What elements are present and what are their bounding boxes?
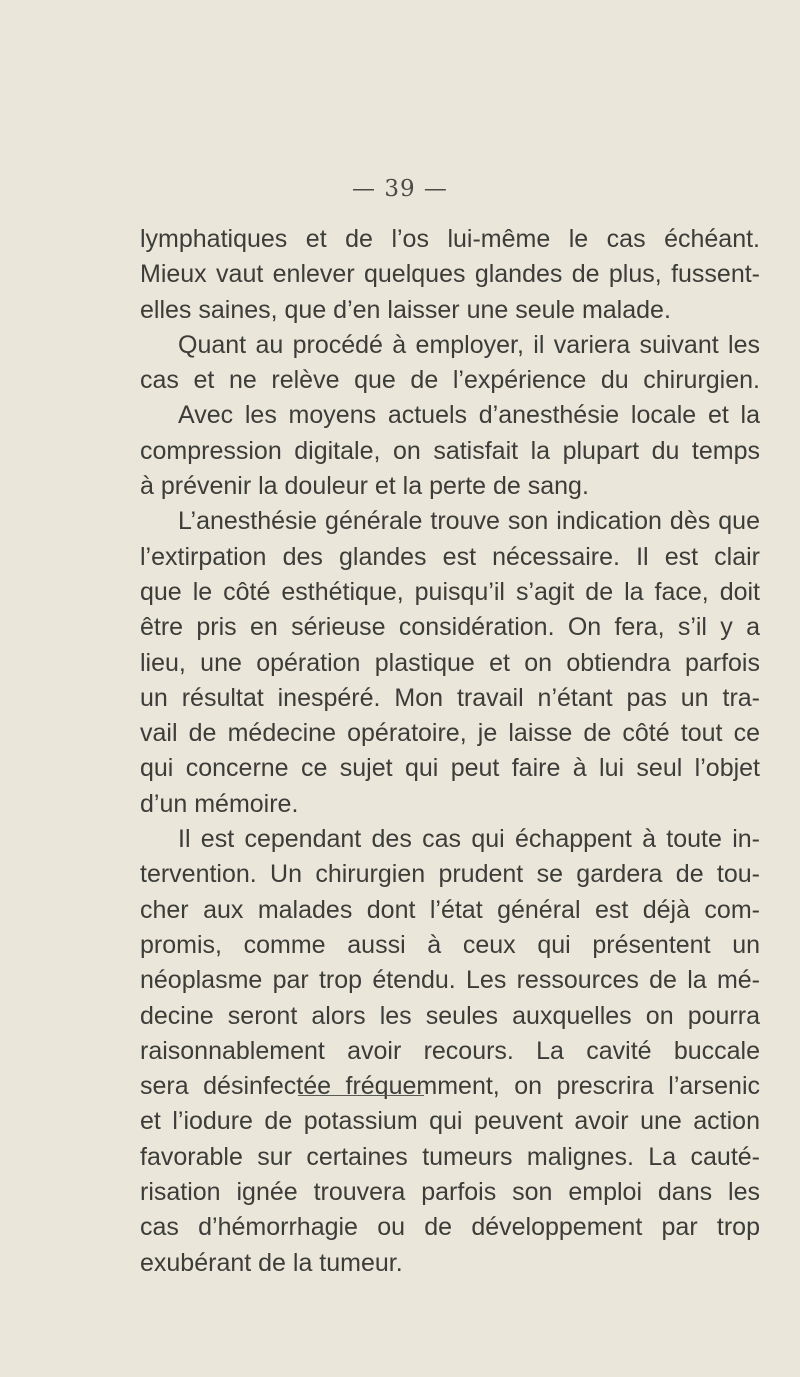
- text-line: raisonnablement avoir recours. La cavité buccale: [140, 1036, 760, 1065]
- text-line: vail de médecine opératoire, je laisse de côté tout ce: [140, 719, 760, 748]
- text-line: à prévenir la douleur et la perte de sang.: [140, 472, 589, 501]
- text-line: lieu, une opération plastique et on obtiendra parfois: [140, 648, 760, 677]
- text-line: Quant au procédé à employer, il variera suivant les: [178, 330, 760, 359]
- text-line: d’un mémoire.: [140, 789, 299, 818]
- text-line: qui concerne ce sujet qui peut faire à lui seul l’objet: [140, 754, 760, 783]
- text-line: L’anesthésie générale trouve son indication dès que: [178, 507, 760, 536]
- text-line: cher aux malades dont l’état général est déjà com-: [140, 895, 760, 924]
- text-line: cas et ne relève que de l’expérience du chirurgien.: [140, 366, 760, 395]
- text-line: promis, comme aussi à ceux qui présentent un: [140, 930, 760, 959]
- text-line: Mieux vaut enlever quelques glandes de plus, fussent-: [140, 260, 760, 289]
- text-line: compression digitale, on satisfait la plupart du temps: [140, 436, 760, 465]
- page-number: — 39 —: [352, 176, 448, 202]
- text-line: Avec les moyens actuels d’anesthésie locale et la: [178, 401, 760, 430]
- text-line: que le côté esthétique, puisqu’il s’agit de la face, doit: [140, 577, 760, 606]
- text-line: et l’iodure de potassium qui peuvent avoir une action: [140, 1107, 760, 1136]
- body-text: [140, 222, 760, 1281]
- text-line: lymphatiques et de l’os lui-même le cas échéant.: [140, 225, 760, 253]
- paragraph-2: [140, 328, 760, 504]
- text-line: elles saines, que d’en laisser une seule malade.: [140, 295, 671, 324]
- text-line: decine seront alors les seules auxquelles on pourra: [140, 1001, 760, 1030]
- text-line: risation ignée trouvera parfois son emploi dans les: [140, 1178, 760, 1207]
- end-rule: [298, 1095, 424, 1096]
- paragraph-3: [140, 504, 760, 822]
- text-line: sera désinfectée fréquemment, on prescrira l’arsenic: [140, 1072, 760, 1101]
- text-line: tervention. Un chirurgien prudent se gardera de tou-: [140, 860, 760, 889]
- text-line: l’extirpation des glandes est nécessaire. Il est clair: [140, 542, 760, 571]
- text-line: un résultat inespéré. Mon travail n’étant pas un tra-: [140, 683, 760, 712]
- text-line: exubérant de la tumeur.: [140, 1248, 403, 1277]
- text-line: être pris en sérieuse considération. On fera, s’il y a: [140, 613, 760, 642]
- paragraph-1: [140, 222, 760, 328]
- paragraph-4: [140, 822, 760, 1281]
- text-line: favorable sur certaines tumeurs malignes. La cauté-: [140, 1142, 760, 1171]
- text-line: néoplasme par trop étendu. Les ressources de la mé-: [140, 966, 760, 995]
- text-line: cas d’hémorrhagie ou de développement par trop: [140, 1213, 760, 1242]
- text-line: Il est cependant des cas qui échappent à toute in-: [178, 825, 760, 854]
